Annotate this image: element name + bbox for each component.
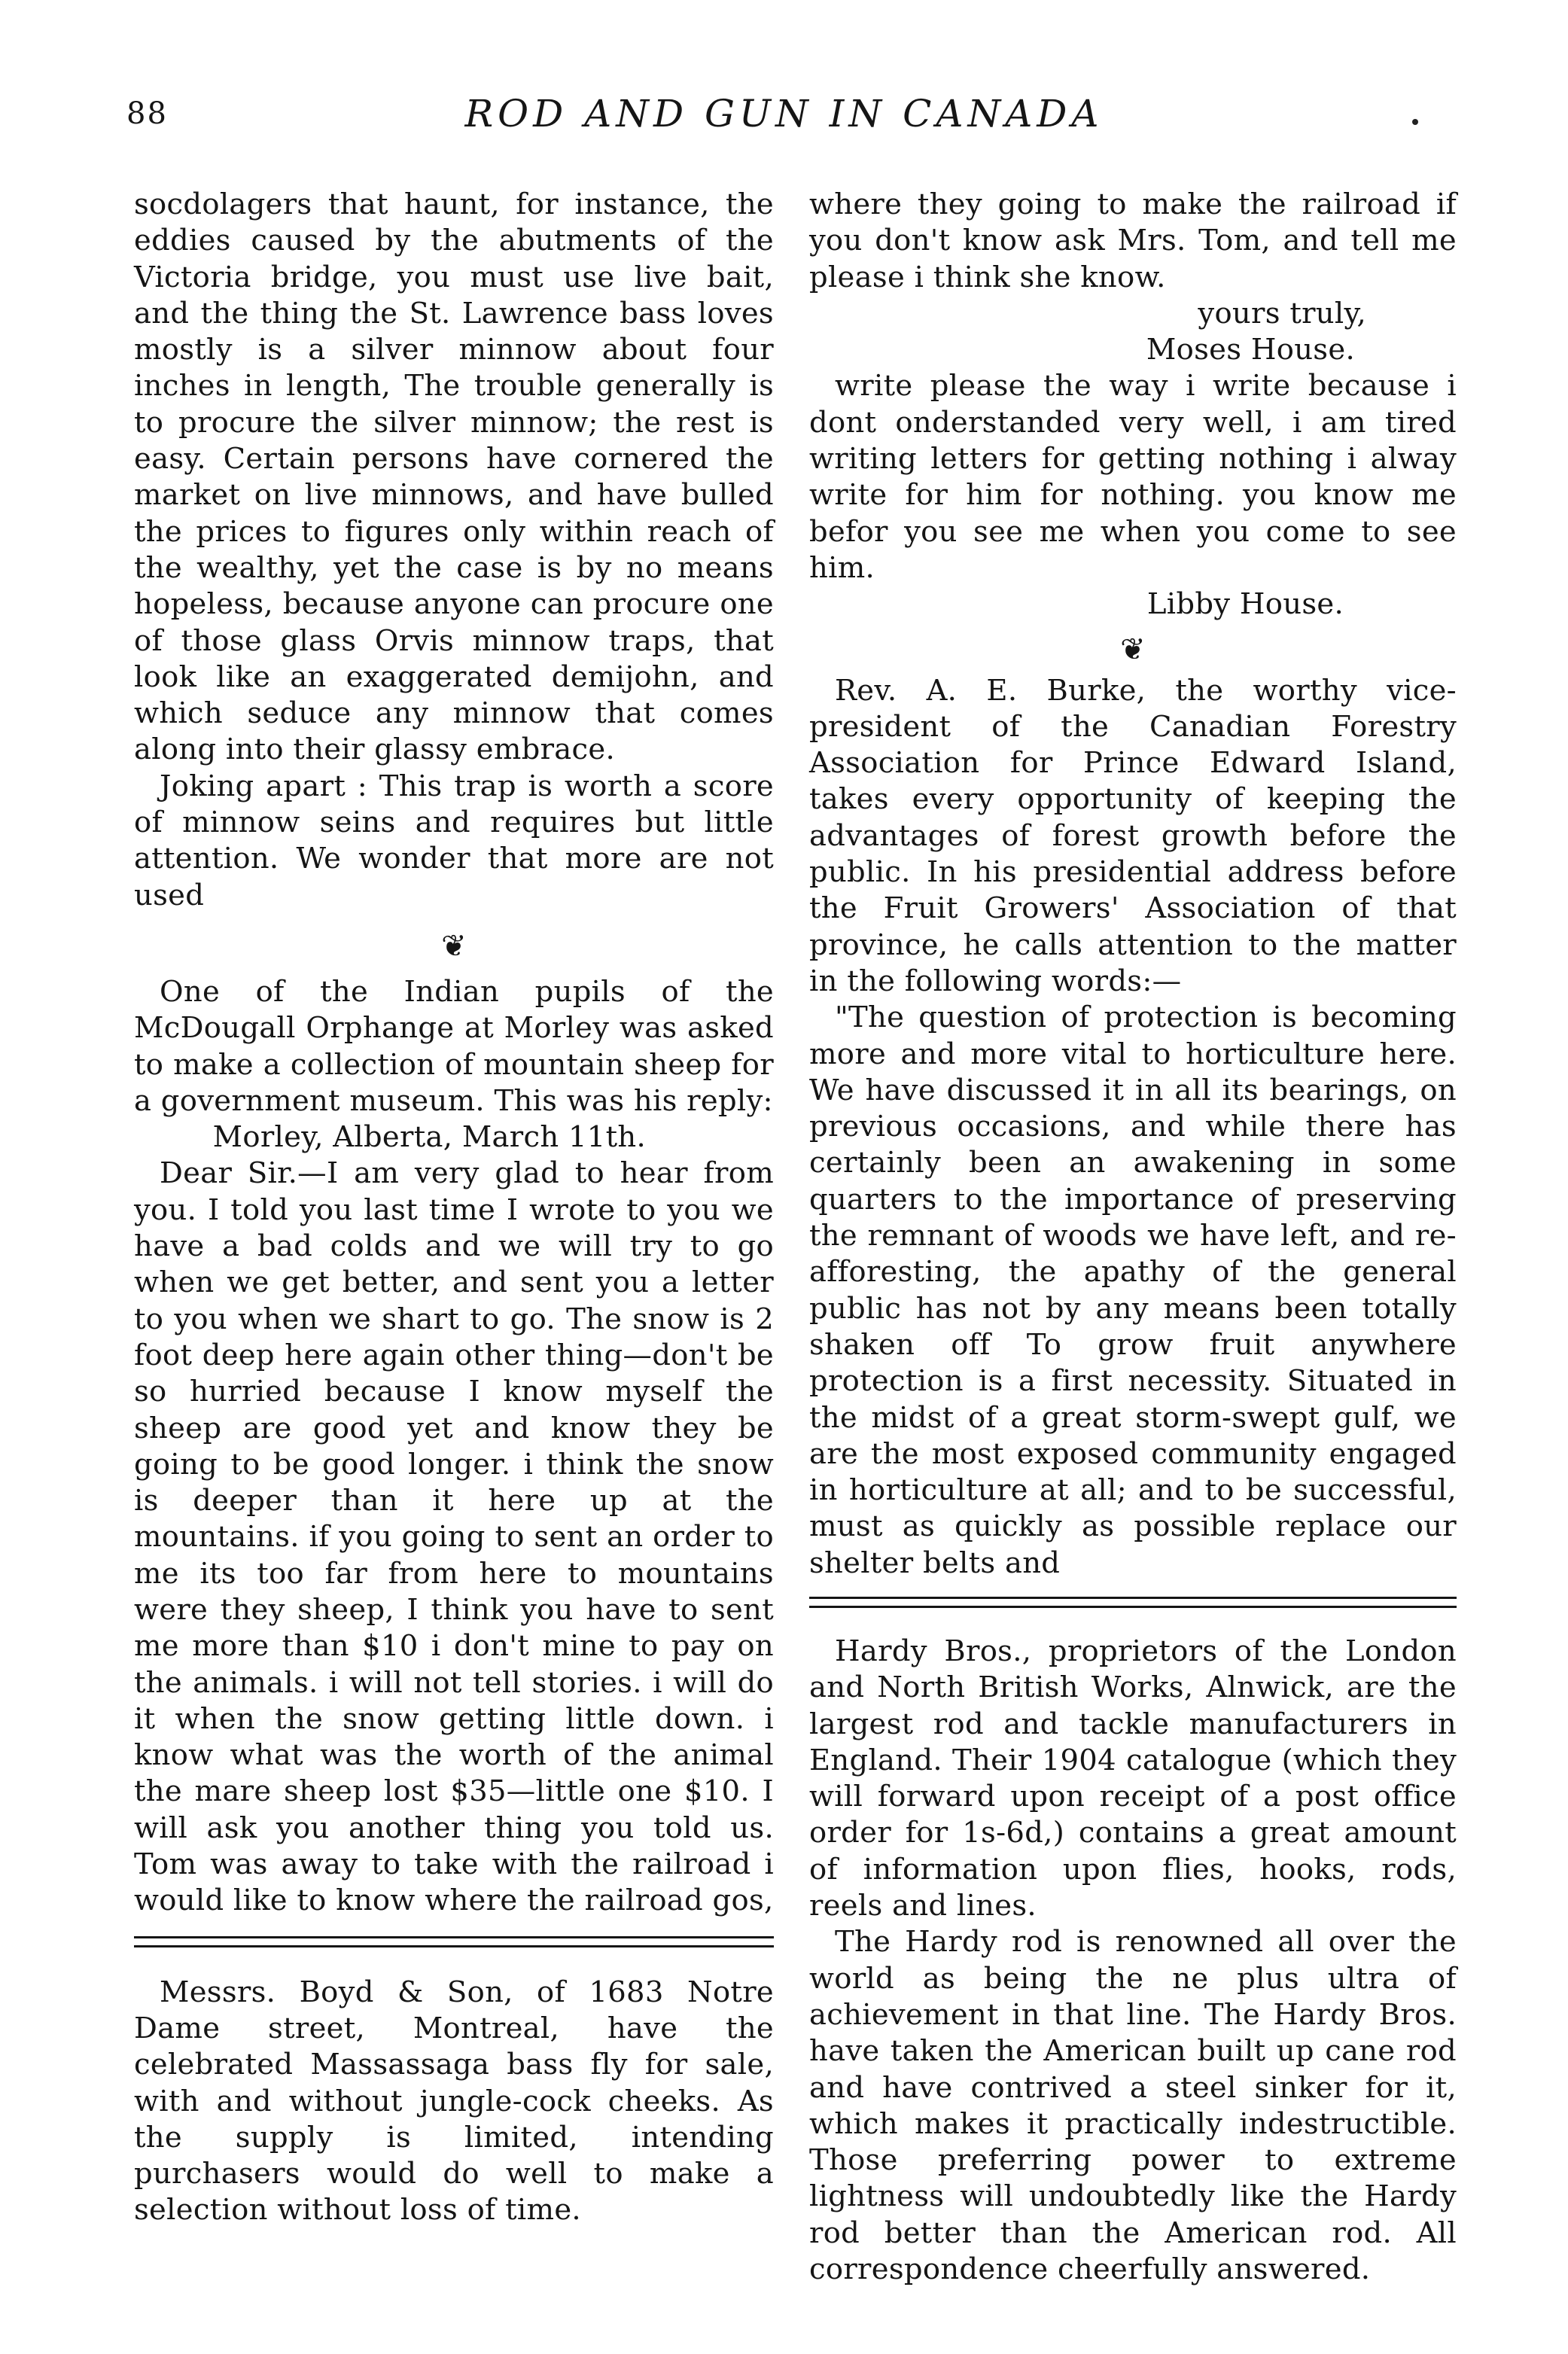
running-title: ROD AND GUN IN CANADA [464, 92, 1104, 136]
section-ornament-icon: ❦ [441, 928, 467, 964]
page-number: 88 [126, 96, 168, 131]
double-rule-divider [134, 1936, 774, 1947]
bass-minnow-paragraph: socdolagers that haunt, for instance, the eddies caused by the abutments of the Victoria bridge, you must use live bait, and the thing the St. Lawrence bass loves mostly is a silver minnow about four inches in length, The trouble generally is to procure the silver minnow; the rest is easy. Certain persons have cornered the market on live minnows, and have bulled the prices to figures only within reach of the wealthy, yet the case is by no means hopeless, because anyone can procure one of those glass Orvis minnow traps, that look like an exaggerated demijohn, and which seduce any minnow that comes along into their glassy embrace. [134, 187, 774, 767]
hardy-bros-notice: Hardy Bros., proprietors of the London and North British Works, Alnwick, are the largest rod and tackle manufacturers in England. Their 1904 catalogue (which they will forward upon receipt of a post office order for 1s-6d,) contains a great amount of information upon flies, hooks, rods, reels and lines. [809, 1634, 1457, 1923]
signature-moses-house: Moses House. [1146, 333, 1355, 367]
signature-libby-house: Libby House. [1146, 587, 1344, 622]
minnow-trap-paragraph: Joking apart : This trap is worth a score of minnow seins and requires but little attention. We wonder that more are not used [134, 769, 774, 912]
section-ornament-icon: ❦ [1120, 632, 1146, 667]
boyd-son-notice: Messrs. Boyd & Son, of 1683 Notre Dame street, Montreal, have the celebrated Massassaga bass fly for sale, with and without jungle-cock cheeks. As the supply is limited, intending purchasers would do well to make a selection without loss of time. [134, 1975, 774, 2228]
left-column [134, 187, 774, 2229]
letter-body-paragraph: Dear Sir.—I am very glad to hear from you. I told you last time I wrote to you we have a bad colds and we will try to go when we get better, and sent you a letter to you when we shart to go. The snow is 2 foot deep here again other thing—don't be so hurried because I know myself the sheep are good yet and know they be going to be good longer. i think the snow is deeper than it here up at the mountains. if you going to sent an order to me its too far from here to mountains were they sheep, I think you have to sent me more than $10 i don't mine to pay on the animals. i will not tell stories. i will do it when the snow getting little down. i know what was the worth of the animal the mare sheep lost $35—little one $10. I will ask you another thing you told us. Tom was away to take with the railroad i would like to know where the railroad gos, [134, 1156, 774, 1918]
right-column [809, 187, 1457, 2288]
burke-intro-paragraph: Rev. A. E. Burke, the worthy vice-president of the Canadian Forestry Association for Prince Edward Island, takes every opportunity of keeping the advantages of forest growth before the public. In his presidential address before the Fruit Growers' Association of that province, he calls attention to the matter in the following words:— [809, 673, 1457, 998]
burke-quote-paragraph: "The question of protection is becoming more and more vital to horticulture here. We have discussed it in all its bearings, on previous occasions, and while there has certainly been an awakening in some quarters to the importance of preserving the remnant of woods we have left, and re-afforesting, the apathy of the general public has not by any means been totally shaken off To grow fruit anywhere protection is a first necessity. Situated in the midst of a great storm-swept gulf, we are the most exposed community engaged in horticulture at all; and to be successful, must as quickly as possible replace our shelter belts and [809, 1000, 1457, 1580]
double-rule-divider [809, 1597, 1457, 1608]
orphanage-intro-paragraph: One of the Indian pupils of the McDougall Orphange at Morley was asked to make a collection of mountain sheep for a government museum. This was his reply: [134, 974, 774, 1118]
letter-closing: yours truly, [1198, 296, 1366, 330]
postscript-paragraph: write please the way i write because i dont onderstanded very well, i am tired writing letters for getting nothing i alway write for him for nothing. you know me befor you see me when you come to see him. [809, 369, 1457, 585]
letter-dateline: Morley, Alberta, March 11th. [212, 1120, 646, 1155]
hardy-rod-paragraph: The Hardy rod is renowned all over the world as being the ne plus ultra of achievement in that line. The Hardy Bros. have taken the American built up cane rod and have contrived a steel sinker for it, which makes it practically indestructible. Those preferring power to extreme lightness will undoubtedly like the Hardy rod better than the American rod. All correspondence cheerfully answered. [809, 1925, 1457, 2287]
letter-continuation: where they going to make the railroad if you don't know ask Mrs. Tom, and tell me please i think she know. [809, 187, 1457, 294]
ink-speck [1412, 119, 1418, 125]
running-head [0, 92, 1568, 142]
